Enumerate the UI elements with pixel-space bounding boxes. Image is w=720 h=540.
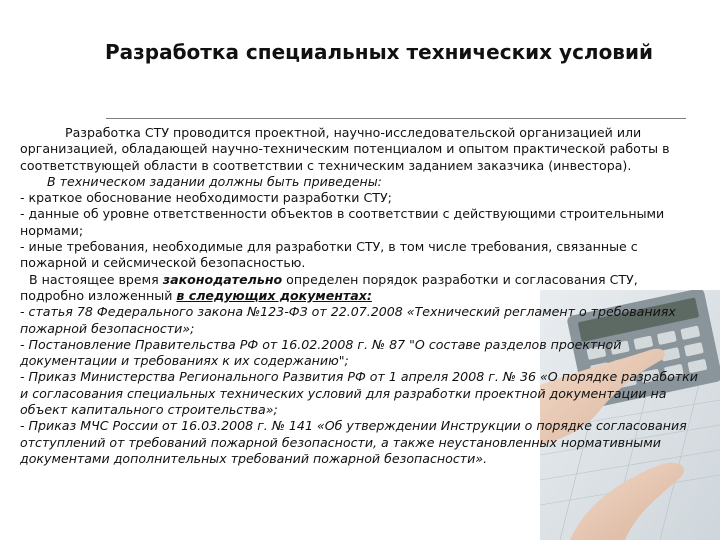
law-text-pre: В настоящее время (29, 271, 163, 287)
task-item: - данные об уровне ответственности объектов в соответствии с действующими строительными нормами; (20, 206, 665, 238)
title-divider (106, 118, 686, 119)
document-item: - статья 78 Федерального закона №123-ФЗ от 22.07.2008 «Технический регламент о требованиях пожарной безопасности»; (20, 304, 676, 336)
document-item: - Приказ Министерства Регионального Развития РФ от 1 апреля 2008 г. № 36 «О порядке разработки и согласования специальных технических условий для разработки проектной документации на объект капитального строительства»; (20, 369, 698, 418)
documents-heading: в следующих документах: (176, 287, 372, 303)
law-emphasis: законодательно (162, 271, 283, 287)
task-item: - иные требования, необходимые для разработки СТУ, в том числе требования, связанные с пожарной и сейсмической безопасностью. (20, 239, 638, 271)
document-item: - Приказ МЧС России от 16.03.2008 г. № 141 «Об утверждении Инструкции о порядке согласования отступлений от требований пожарной безопасности, а также неустановленных нормативными документами дополнительных требований пожарной безопасности». (20, 418, 687, 466)
task-heading: В техническом задании должны быть приведены: (47, 173, 382, 189)
document-item: - Постановление Правительства РФ от 16.02.2008 г. № 87 "О составе разделов проектной документации и требованиях к их содержанию"; (20, 336, 622, 369)
intro-paragraph: Разработка СТУ проводится проектной, научно-исследовательской организацией или организацией, обладающей научно-техническим потенциалом и опытом практической работы в соответствующей области в соответствии с техническим заданием заказчика (инвестора). (20, 125, 670, 173)
slide-body (20, 125, 700, 467)
law-text-mid: определен порядок разработки и согласования СТУ, подробно изложенный (20, 271, 638, 303)
task-item: - краткое обоснование необходимости разработки СТУ; (20, 190, 392, 206)
page-title: Разработка специальных технических условий (104, 40, 653, 64)
legislation-paragraph (20, 272, 700, 305)
